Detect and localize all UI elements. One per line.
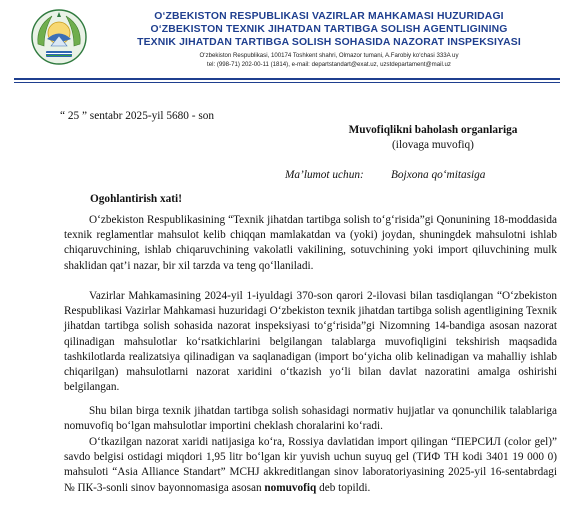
header-divider-thin bbox=[14, 82, 560, 83]
info-label: Ma’lumot uchun: bbox=[285, 169, 364, 181]
header-divider bbox=[14, 78, 560, 80]
paragraph-1: O‘zbekiston Respublikasining “Texnik jihatdan tartibga solish to‘g‘risida”gi Qonunining 18-moddasida texnik reglamentlar mahsulot kelib chiqqan mamlakatdan va (yoki) joydan, shuningdek mahsulotni ishlab chiqaruvchining, ishlab chiqaruvchining vakolatli vakilining, sotuvchining yoki import qiluvchining mulk shaklidan qat’i nazar, bir xil tarzda va teng qo‘llaniladi. bbox=[64, 214, 557, 272]
letterhead bbox=[0, 0, 574, 86]
letterhead-line-1: O‘ZBEKISTON RESPUBLIKASI VAZIRLAR MAHKAMASI HUZURIDAGI bbox=[154, 11, 504, 22]
addressee: Muvofiqlikni baholash organlariga bbox=[348, 124, 518, 136]
letterhead-line-3: TEXNIK JIHATDAN TARTIBGA SOLISH SOHASIDA NAZORAT INSPEKSIYASI bbox=[137, 37, 521, 48]
paragraph-2: Vazirlar Mahkamasining 2024-yil 1-iyuldagi 370-son qarori 2-ilovasi bilan tasdiqlangan “O‘zbekiston Respublikasi Vazirlar Mahkamasi huzuridagi O‘zbekiston texnik jihatdan tartibga solish agentligining Texnik jihatdan tartibga solish sohasida nazorat inspeksiyasi to‘g‘risida”gi Nizomning 14-bandiga asosan nazorat qilinadigan mahsulotlar ko‘rsatkichlarini belgilangan talablarga muvofiqligini tekshirish maqsadida tashkilotlarda realizatsiya qilinadigan va saqlanadigan (import bo‘yicha olib kelinadigan va mahalliy ishlab chiqarilgan) mahsulotlarni nazorat xaridini o‘tkazish yo‘li bilan davlat nazoratini amalga oshirishi belgilangan. bbox=[64, 290, 557, 394]
paragraph-3: Shu bilan birga texnik jihatdan tartibga solish sohasidagi normativ hujjatlar va qonunchilik talablariga nomuvofiq bo‘lgan mahsulotlar importini cheklash choralarini ko‘radi. bbox=[64, 405, 557, 433]
paragraph-4 bbox=[64, 435, 557, 496]
letterhead-contacts: tel: (998-71) 202-00-11 (1814), e-mail: departstandart@exat.uz, uzstdepartament@mail.uz bbox=[207, 61, 451, 68]
nonconformity-verdict: nomuvofiq bbox=[264, 481, 317, 494]
letter-title: Ogohlantirish xati! bbox=[90, 193, 182, 205]
letterhead-address: O‘zbekiston Respublikasi, 100174 Toshkent shahri, Olmazor tumani, A.Farobiy ko‘chasi 333A uy bbox=[199, 52, 459, 59]
paragraph-4-text: O‘tkazilgan nazorat xaridi natijasiga ko‘ra, Rossiya davlatidan import qilingan “ПЕРСИЛ (color gel)” savdo belgisi ostidagi miqdori 1,95 litr bo‘lgan kir yuvish uchun suyuq gel (ТИФ ТН kodi 3401 19 000 0) mahsuloti “Asia Alliance Standart” MCHJ akkreditlangan sinov laboratoriyasining 2025-yil 16-sentabrdagi № ПК-3-sonli sinov bayonnomasiga asosan bbox=[64, 436, 557, 494]
info-value: Bojxona qo‘mitasiga bbox=[391, 169, 486, 181]
letter-reference: “ 25 ” sentabr 2025-yil 5680 - son bbox=[60, 110, 215, 122]
addressee-note: (ilovaga muvofiq) bbox=[392, 139, 474, 151]
letterhead-line-2: O‘ZBEKISTON TEXNIK JIHATDAN TARTIBGA SOLISH AGENTLIGINING bbox=[150, 24, 508, 35]
paragraph-4-end: deb topildi. bbox=[319, 481, 371, 494]
state-emblem-icon bbox=[30, 8, 88, 66]
